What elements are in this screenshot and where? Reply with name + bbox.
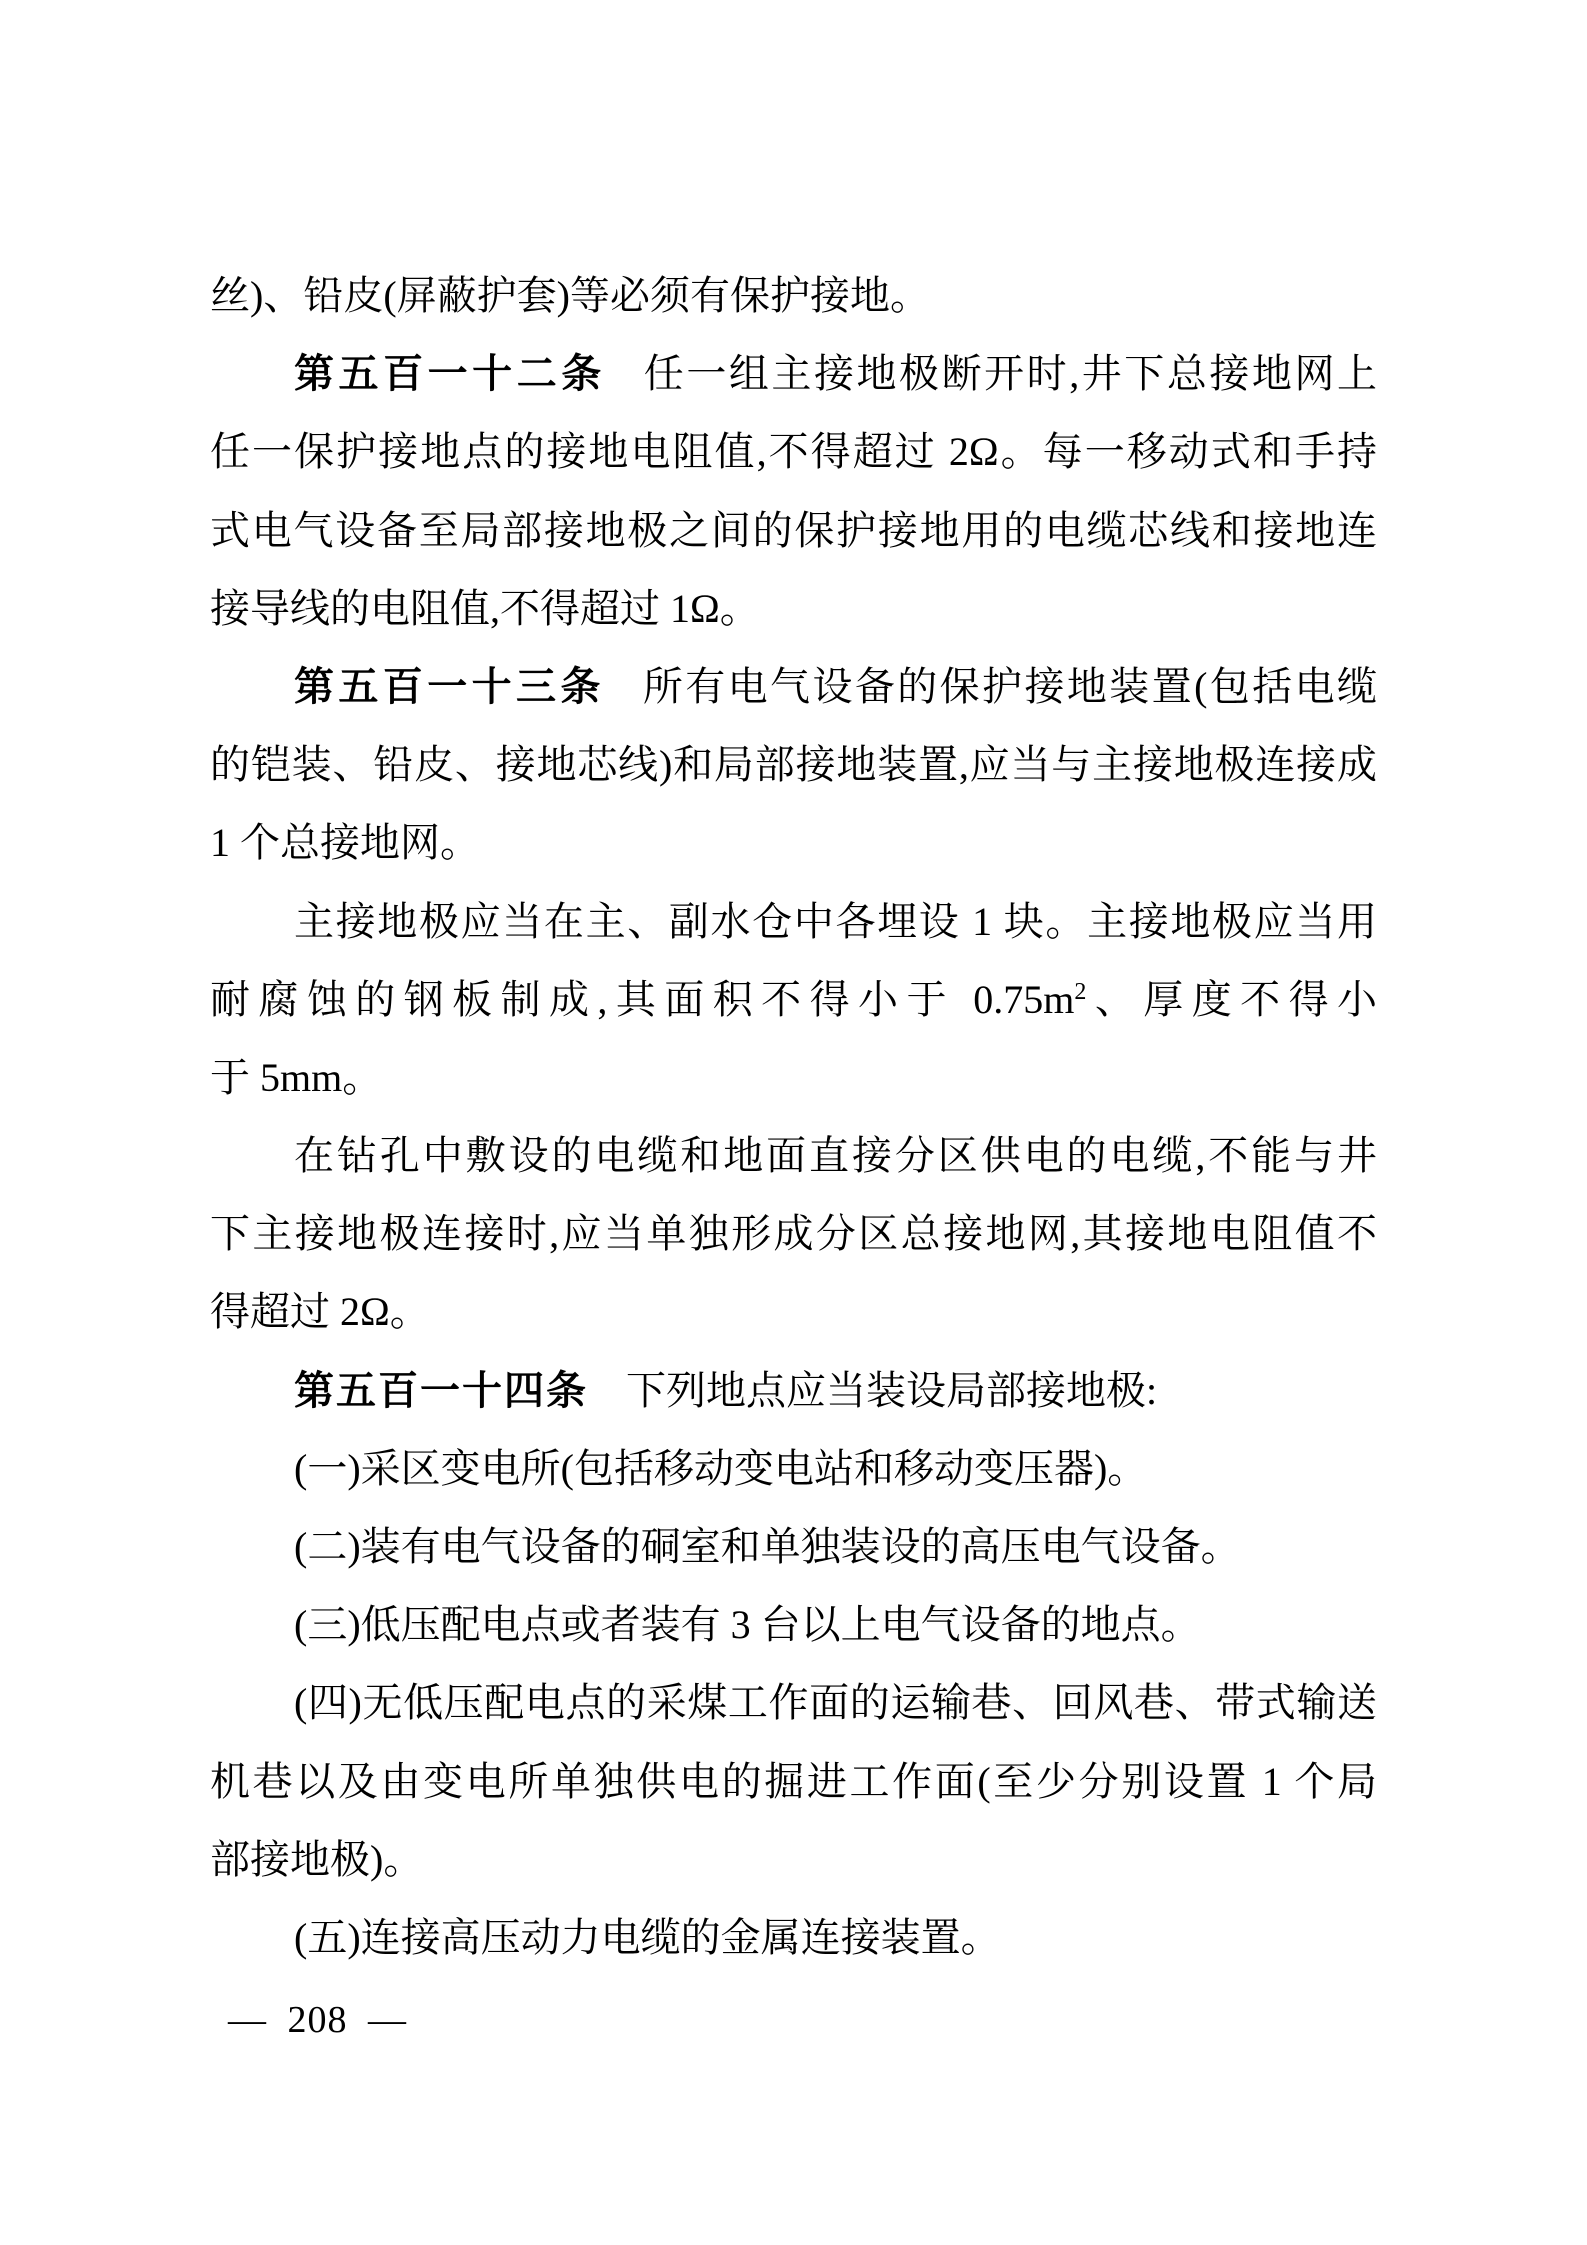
text-line — [210, 1508, 1377, 1586]
text-line — [210, 804, 1377, 882]
text-line — [210, 1273, 1377, 1351]
article-number: 第五百一十二条 — [294, 352, 606, 397]
text-line — [210, 1039, 1377, 1117]
text-line — [210, 1743, 1377, 1821]
text-line — [210, 1586, 1377, 1664]
text-segment: (五)连接高压动力电缆的金属连接装置。 — [294, 1914, 1001, 1960]
text-segment: 、厚度不得小 — [1086, 976, 1377, 1022]
text-line — [210, 413, 1377, 491]
page-number: — 208 — — [228, 1999, 407, 2041]
text-segment: 1 个总接地网。 — [210, 820, 480, 866]
article-number: 第五百一十三条 — [294, 664, 605, 709]
text-segment: 得超过 2Ω。 — [210, 1289, 430, 1335]
text-segment: 的铠装、铅皮、接地芯线)和局部接地装置,应当与主接地极连接成 — [210, 742, 1377, 788]
text-segment: 所有电气设备的保护接地装置(包括电缆 — [642, 663, 1377, 709]
text-line — [210, 726, 1377, 804]
text-segment: (一)采区变电所(包括移动变电站和移动变压器)。 — [294, 1445, 1148, 1491]
text-line — [210, 1821, 1377, 1899]
superscript: 2 — [1074, 978, 1087, 1005]
text-segment: 主接地极应当在主、副水仓中各埋设 1 块。主接地极应当用 — [294, 898, 1377, 944]
text-line — [210, 335, 1377, 413]
text-line — [210, 883, 1377, 961]
text-segment: 下列地点应当装设局部接地极: — [626, 1367, 1158, 1413]
text-segment: 在钻孔中敷设的电缆和地面直接分区供电的电缆,不能与井 — [294, 1133, 1377, 1179]
text-segment: 任一保护接地点的接地电阻值,不得超过 2Ω。每一移动式和手持 — [210, 429, 1377, 475]
text-line — [210, 961, 1377, 1039]
text-line — [210, 1117, 1377, 1195]
text-line — [210, 570, 1377, 648]
text-segment: 机巷以及由变电所单独供电的掘进工作面(至少分别设置 1 个局 — [210, 1758, 1377, 1804]
document-body — [210, 257, 1377, 1977]
text-segment: 于 5mm。 — [210, 1054, 383, 1100]
text-line — [210, 1430, 1377, 1508]
text-segment: (四)无低压配电点的采煤工作面的运输巷、回风巷、带式输送 — [294, 1680, 1377, 1726]
text-segment: 下主接地极连接时,应当单独形成分区总接地网,其接地电阻值不 — [210, 1211, 1377, 1257]
text-line — [210, 1664, 1377, 1742]
text-line — [210, 1195, 1377, 1273]
text-segment: 任一组主接地极断开时,井下总接地网上 — [643, 351, 1378, 397]
text-segment: 式电气设备至局部接地极之间的保护接地用的电缆芯线和接地连 — [210, 507, 1377, 553]
text-segment: (二)装有电气设备的硐室和单独装设的高压电气设备。 — [294, 1524, 1241, 1569]
text-line — [210, 492, 1377, 570]
article-number: 第五百一十四条 — [294, 1368, 588, 1413]
text-segment: 丝)、铅皮(屏蔽护套)等必须有保护接地。 — [210, 273, 930, 318]
text-segment: 耐腐蚀的钢板制成,其面积不得小于 0.75m — [210, 976, 1075, 1022]
text-segment: 部接地极)。 — [210, 1836, 424, 1882]
text-segment: 接导线的电阻值,不得超过 1Ω。 — [210, 585, 760, 631]
text-line — [210, 1352, 1377, 1430]
text-segment: (三)低压配电点或者装有 3 台以上电气设备的地点。 — [294, 1602, 1201, 1648]
text-line — [210, 648, 1377, 726]
text-line — [210, 1899, 1377, 1977]
text-line — [210, 257, 1377, 335]
